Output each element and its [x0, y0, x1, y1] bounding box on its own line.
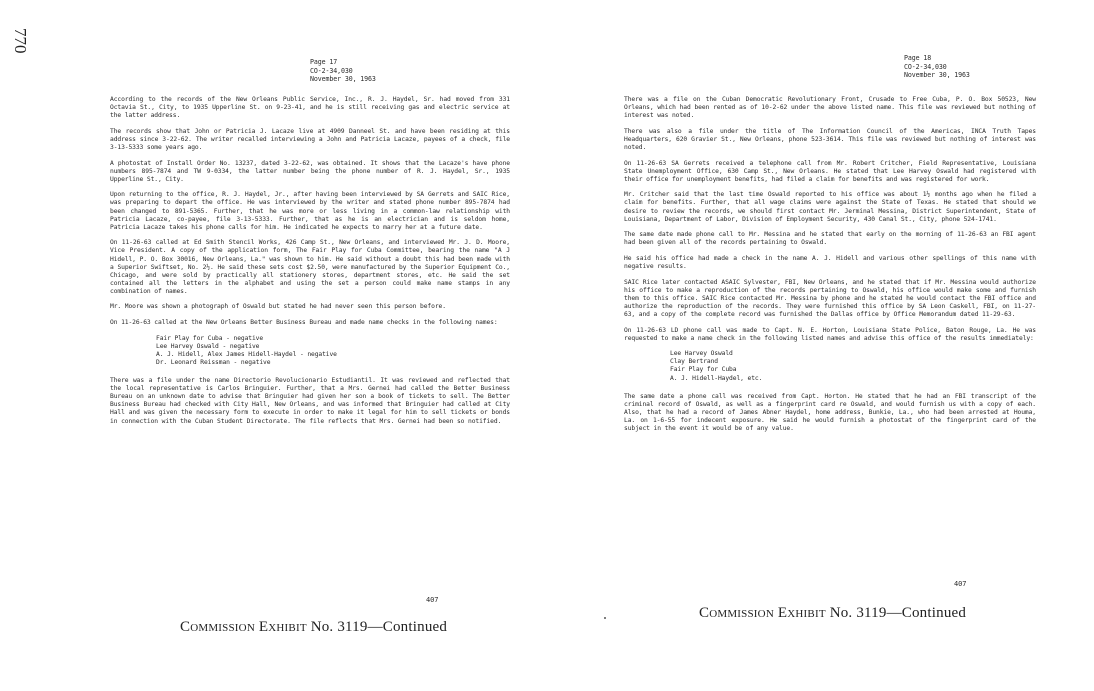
- page-number: 407: [954, 580, 967, 588]
- header-file-number: CO-2-34,030: [310, 66, 353, 75]
- paragraph: Upon returning to the office, R. J. Haydel, Jr., after having been interviewed by SA Gerrets and SAIC Rice, was preparing to depart the office. He was interviewed by the writer and stated phone number 895-7874 had been changed to 891-5365. Further, that he was more or less living in a common-law relationship with Patricia Lacaze, co-payee, file 3-13-5333. Further, that as he is an electrician and is seldom home, Patricia Lacaze takes his phone calls for him. He indicated he expects to marry her at a future date.: [110, 191, 510, 231]
- paragraph: There was a file on the Cuban Democratic Revolutionary Front, Crusade to Free Cuba, P. O. Box 50523, New Orleans, which had been rented as of 10-2-62 under the above listed name. This file was reviewed but nothing of interest was noted.: [624, 96, 1036, 120]
- paragraph: According to the records of the New Orleans Public Service, Inc., R. J. Haydel, Sr. had moved from 331 Octavia St., City, to 1935 Upperline St. on 9-23-41, and he is still receiving gas and electric service at the latter address.: [110, 96, 510, 120]
- paragraph: The same date made phone call to Mr. Messina and he stated that early on the morning of 11-26-63 an FBI agent had been given all of the records pertaining to Oswald.: [624, 231, 1036, 247]
- name-check-list: [670, 350, 1036, 382]
- paragraph: On 11-26-63 SA Gerrets received a telephone call from Mr. Robert Critcher, Field Representative, Louisiana State Unemployment Office, 630 Camp St., New Orleans. He stated that Lee Harvey Oswald had registered with their office for unemployment benefits, had filed a claim for benefits and was registered for work.: [624, 159, 1036, 183]
- margin-page-number: 770: [11, 28, 30, 54]
- page-number: 407: [426, 596, 439, 604]
- caption-prefix: Commission Exhibit: [180, 619, 307, 635]
- page-body: [624, 96, 1036, 441]
- list-item: A. J. Hidell-Haydel, etc.: [670, 374, 763, 382]
- paragraph: He said his office had made a check in the name A. J. Hidell and various other spellings of this name with negative results.: [624, 254, 1036, 270]
- page-header: [310, 58, 376, 84]
- name-check-list: [156, 335, 510, 367]
- exhibit-caption: [180, 619, 448, 635]
- list-item: Fair Play for Cuba: [670, 366, 737, 374]
- paragraph: A photostat of Install Order No. 13237, dated 3-22-62, was obtained. It shows that the Lacaze's have phone numbers 895-7874 and TW 9-0334, the latter number being the phone number of R. J. Haydel, Sr., 1935 Upperline St., City.: [110, 159, 510, 183]
- list-item: Fair Play for Cuba - negative: [156, 334, 264, 342]
- header-page-label: Page 18: [904, 54, 932, 62]
- paragraph: On 11-26-63 LD phone call was made to Capt. N. E. Horton, Louisiana State Police, Baton Rouge, La. He was requested to make a name check in the following listed names and advise this office of the results immediately:: [624, 326, 1036, 342]
- exhibit-caption: [699, 605, 967, 621]
- caption-rest: No. 3119—Continued: [310, 619, 448, 635]
- paragraph: There was a file under the name Directorio Revolucionario Estudiantil. It was reviewed and reflected that the local representative is Carlos Bringuier. Further, that a Mrs. Gernei had called the Better Business Bureau on an unknown date to advise that Bringuier had given her son a book of tickets to sell. The Better Business Bureau had checked with City Hall, New Orleans, and was informed that Bringuier had called at City Hall and was given the necessary form to execute in order to make it legal for him to sell tickets or bonds in connection with the Cuban Student Directorate. The file reflects that Mrs. Gernei had been so notified.: [110, 377, 510, 425]
- list-item: Dr. Leonard Reissman - negative: [156, 358, 271, 366]
- list-item: Lee Harvey Oswald - negative: [156, 342, 260, 350]
- list-item: Lee Harvey Oswald: [670, 350, 733, 358]
- paragraph: On 11-26-63 called at Ed Smith Stencil Works, 426 Camp St., New Orleans, and interviewed Mr. J. D. Moore, Vice President. A copy of the application form, The Fair Play for Cuba Committee, bearing the name "A J Hidell, P. O. Box 30016, New Orleans, La." was shown to him. He said without a doubt this had been made with a Superior Swiftset, No. 2½. He said these sets cost $2.50, were manufactured by the Superior Equipment Co., Chicago, and were sold by practically all stationery stores, department stores, etc. He said the set contained all the letters in the alphabet and using the set a person could make name stamps in any combination of names.: [110, 239, 510, 295]
- paragraph: Mr. Moore was shown a photograph of Oswald but stated he had never seen this person before.: [110, 303, 446, 311]
- page-body: [110, 96, 510, 433]
- header-date: November 30, 1963: [310, 75, 376, 84]
- scan-speck: [604, 617, 606, 619]
- paragraph: The same date a phone call was received from Capt. Horton. He stated that he had an FBI transcript of the criminal record of Oswald, as well as a fingerprint card re Oswald, and would furnish us with a copy of each. Also, that he had a record of James Abner Haydel, home address, Bunkie, La., who had been arrested at Houma, La. on 1-6-55 for indecent exposure. He said he would furnish a photostat of the fingerprint card of the subject in the event it would be of any value.: [624, 392, 1036, 432]
- page-header: [904, 54, 970, 80]
- caption-rest: No. 3119—Continued: [829, 605, 967, 621]
- list-item: Clay Bertrand: [670, 358, 718, 366]
- paragraph: Mr. Critcher said that the last time Oswald reported to his office was about 1½ months ago when he filed a claim for benefits. Further, that all wage claims were against the State of Texas. He stated that should we desire to review the records, we should first contact Mr. Jerminal Messina, District Superintendent, State of Louisiana, Department of Labor, Division of Employment Security, 430 Canal St., City, phone 524-1741.: [624, 191, 1036, 223]
- paragraph: The records show that John or Patricia J. Lacaze live at 4909 Danneel St. and have been residing at this address since 3-22-62. The writer recalled interviewing a John and Patricia Lacaze, payees of a check, file 3-13-5333 some years ago.: [110, 127, 510, 151]
- header-file-number: CO-2-34,030: [904, 62, 947, 71]
- header-date: November 30, 1963: [904, 71, 970, 80]
- paragraph: There was also a file under the title of The Information Council of the Americas, INCA Truth Tapes Headquarters, 620 Gravier St., New Orleans, phone 523-3614. This file was reviewed but nothing of interest was noted.: [624, 127, 1036, 151]
- list-item: A. J. Hidell, Alex James Hidell-Haydel - negative: [156, 350, 337, 358]
- caption-prefix: Commission Exhibit: [699, 605, 826, 621]
- paragraph: SAIC Rice later contacted ASAIC Sylvester, FBI, New Orleans, and he stated that if Mr. Messina would authorize his office to make a reproduction of the records pertaining to Oswald, his office would make some and furnish them to this office. SAIC Rice contacted Mr. Messina by phone and he stated he would contact the FBI office and authorize the reproduction of the records. They were furnished this office by SA Leon Caskell, FBI, on 11-27-63, and a copy of the complete record was furnished the Dallas office by Office Memorandum dated 11-29-63.: [624, 278, 1036, 318]
- header-page-label: Page 17: [310, 58, 338, 66]
- paragraph: On 11-26-63 called at the New Orleans Better Business Bureau and made name checks in the following names:: [110, 319, 498, 327]
